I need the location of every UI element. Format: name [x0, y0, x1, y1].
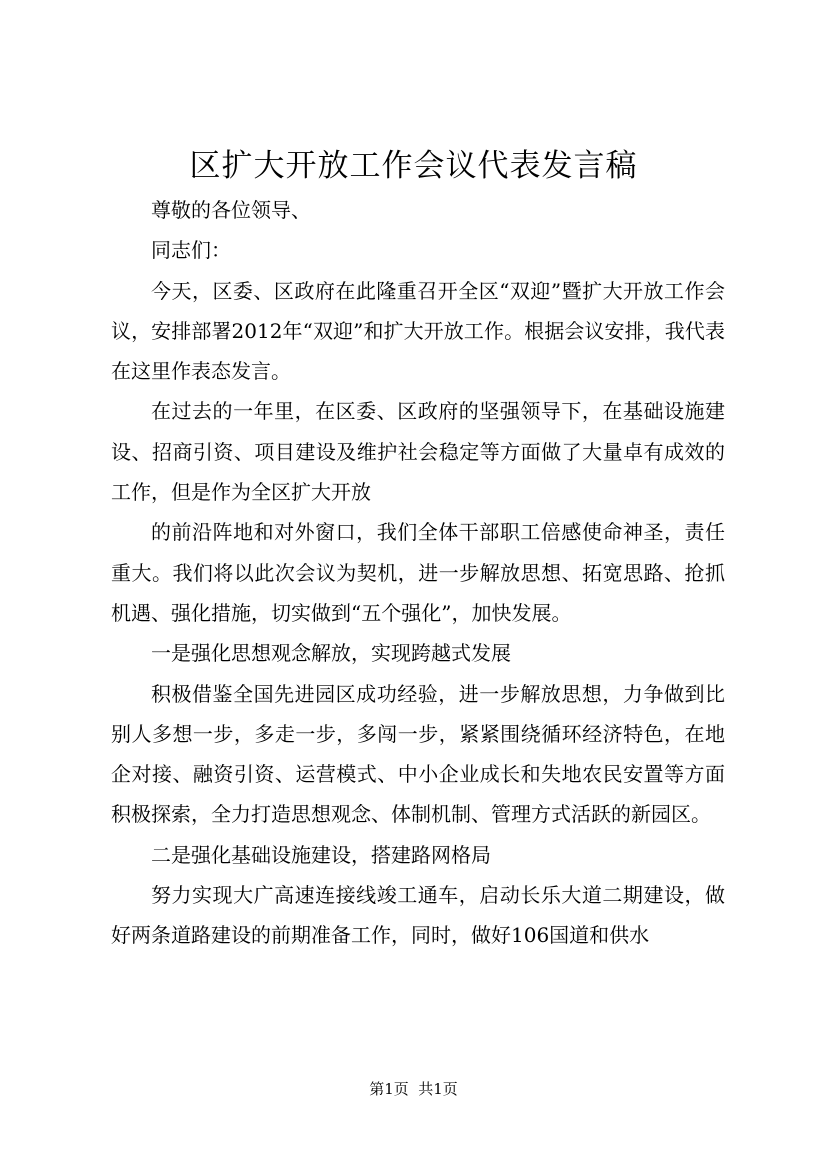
paragraph-section-2: 努力实现大广高速连接线竣工通车，启动长乐大道二期建设，做好两条道路建设的前期准备工作，同时，做好106国道和供水 [111, 883, 725, 948]
page-footer [0, 1078, 827, 1100]
section-heading-2: 二是强化基础设施建设，搭建路网格局 [151, 842, 491, 867]
document-body [111, 190, 725, 956]
salutation-line-2: 同志们： [151, 238, 231, 263]
document-title: 区扩大开放工作会议代表发言稿 [189, 148, 638, 184]
section-heading-1: 一是强化思想观念解放，实现跨越式发展 [151, 641, 511, 666]
page-number-label: 第1页 共1页 [369, 1080, 458, 1098]
paragraph-section-1: 积极借鉴全国先进园区成功经验，进一步解放思想，力争做到比别人多想一步，多走一步，多闯一步，紧紧围绕循环经济特色，在地企对接、融资引资、运营模式、中小企业成长和失地农民安置等方面积极探索，全力打造思想观念、体制机制、管理方式活跃的新园区。 [111, 681, 725, 827]
paragraph-frontier: 的前沿阵地和对外窗口，我们全体干部职工倍感使命神圣，责任重大。我们将以此次会议为契机，进一步解放思想、拓宽思路、抢抓机遇、强化措施，切实做到“五个强化”，加快发展。 [111, 520, 725, 625]
salutation-line-1: 尊敬的各位领导、 [151, 198, 311, 222]
paragraph-past-year: 在过去的一年里，在区委、区政府的坚强领导下，在基础设施建设、招商引资、项目建设及维护社会稳定等方面做了大量卓有成效的工作，但是作为全区扩大开放 [111, 399, 725, 505]
paragraph-opening: 今天，区委、区政府在此隆重召开全区“双迎”暨扩大开放工作会议，安排部署2012年“双迎”和扩大开放工作。根据会议安排，我代表在这里作表态发言。 [111, 278, 725, 384]
